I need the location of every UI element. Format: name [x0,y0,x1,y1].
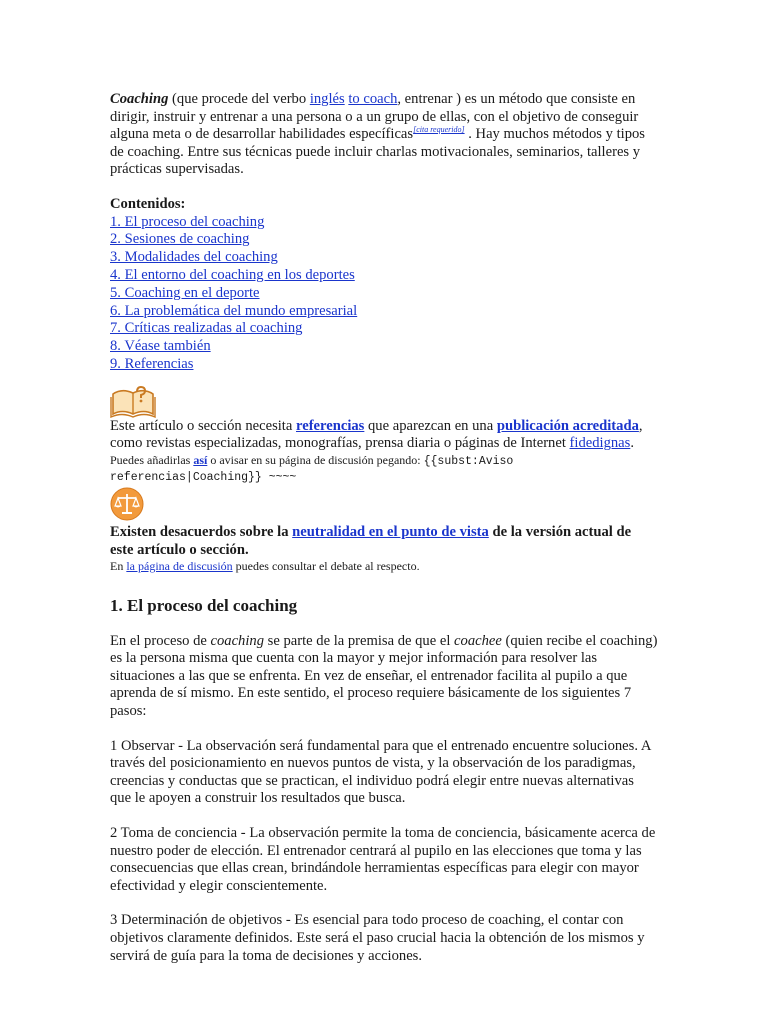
toc-link-9[interactable]: 9. Referencias [110,355,194,372]
toc-link-4[interactable]: 4. El entorno del coaching en los deportes [110,266,355,283]
link-publicacion-acreditada[interactable]: publicación acreditada [496,417,639,434]
link-fidedignas[interactable]: fidedignas [569,435,631,452]
toc-link-3[interactable]: 3. Modalidades del coaching [110,249,278,266]
template-code: {{subst:Aviso referencias|Coaching}} ~~~~ [110,454,514,484]
section-heading-proceso: 1. El proceso del coaching [110,596,298,616]
toc-item [110,356,658,374]
step-observar: 1 Observar - La observación será fundamental para que el entrenado encuentre soluciones. A través del posicionamiento en nuevos puntos de vista, y la observación de los paradigmas, creencias y conductas que se practican, el individuo podrá elegir entre nuevas alternativas que le apoyen a construir los resultados que busca. [110,737,651,807]
toc-list [110,214,658,374]
link-cita-requerido[interactable]: [cita requerido] [413,125,465,135]
link-neutralidad[interactable]: neutralidad en el punto de vista [292,523,489,540]
toc-link-1[interactable]: 1. El proceso del coaching [110,213,265,230]
toc-item [110,303,658,321]
link-ingles[interactable]: inglés [309,91,345,107]
toc-title: Contenidos: [110,195,186,212]
toc-item [110,231,658,249]
toc-link-2[interactable]: 2. Sesiones de coaching [110,231,250,248]
toc-item [110,214,658,232]
references-notice-hint: Puedes añadirlas así o avisar en su página de discusión pegando: {{subst:Aviso referencias|Coaching}} ~~~~ [110,452,514,484]
article-body [110,91,658,982]
neutrality-notice: Existen desacuerdos sobre la neutralidad en el punto de vista de la versión actual de este artículo o sección. [110,523,632,558]
neutrality-notice-hint: En la página de discusión puedes consultar el debate al respecto. [110,559,420,574]
toc-item [110,320,658,338]
references-notice: Este artículo o sección necesita referencias que aparezcan en una publicación acreditada, como revistas especializadas, monografías, prensa diaria o páginas de Internet fidedignas. [110,417,643,452]
step-determinacion-objetivos: 3 Determinación de objetivos - Es esencial para todo proceso de coaching, el contar con objetivos claramente definidos. Este será el paso crucial hacia la obtención de los mismos y servirá de guía para la toma de decisiones y acciones. [110,912,645,964]
term-coaching: Coaching [110,91,169,107]
toc-item [110,249,658,267]
toc-item [110,267,658,285]
toc-link-5[interactable]: 5. Coaching en el deporte [110,284,260,301]
link-to-coach[interactable]: to coach [348,91,398,107]
step-toma-de-conciencia: 2 Toma de conciencia - La observación permite la toma de conciencia, básicamente acerca de nuestro poder de elección. El entrenador centrará al pupilo en las elecciones que toma y las consecuencias que ellas crean, brindándole herramientas específicas para elegir con mayor efectividad y elegir conscientemente. [110,825,656,894]
toc-link-8[interactable]: 8. Véase también [110,338,211,355]
section-paragraph: En el proceso de coaching se parte de la premisa de que el coachee (quien recibe el coaching) es la persona misma que cuenta con la mayor y mejor información para resolver las situaciones a las que se enfrenta. En vez de enseñar, el entrenador facilita al pupilo a que aprenda de sí mismo. En este sentido, el proceso requiere básicamente de los siguientes 7 pasos: [110,632,658,720]
toc-item [110,285,658,303]
book-question-icon [110,384,156,418]
link-referencias[interactable]: referencias [296,417,365,434]
toc-link-6[interactable]: 6. La problemática del mundo empresarial [110,302,358,319]
toc-item [110,338,658,356]
scales-icon [110,487,144,521]
toc-link-7[interactable]: 7. Críticas realizadas al coaching [110,320,303,337]
link-asi[interactable]: así [193,452,208,467]
citation-needed [413,125,464,134]
link-pagina-discusion[interactable]: la página de discusión [126,559,233,574]
intro-paragraph: Coaching (que procede del verbo inglés to coach, entrenar ) es un método que consiste en dirigir, instruir y entrenar a una persona o a un grupo de ellas, con el objetivo de conseguir alguna meta o de desarrollar habilidades específicas[cita requerido] . Hay muchos métodos y tipos de coaching. Entre sus técnicas puede incluir charlas motivacionales, seminarios, talleres y prácticas supervisadas. [110,91,645,178]
